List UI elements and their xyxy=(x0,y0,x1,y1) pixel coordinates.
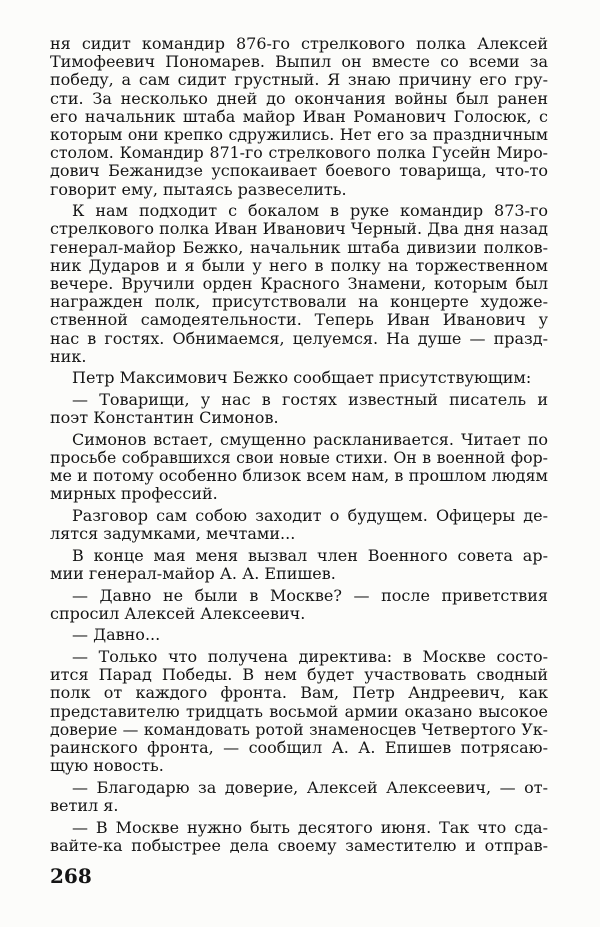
paragraph xyxy=(50,626,548,644)
text-line: Разговор сам собою заходит о будущем. Офицеры де- xyxy=(72,506,548,526)
text-line: Симонов встает, смущенно раскланивается. Читает по xyxy=(72,429,548,449)
text-line: победу, а сам сидит грустный. Я знаю причину его гру- xyxy=(50,70,548,90)
paragraph xyxy=(50,648,548,775)
text-line: генерал-майор Бежко, начальник штаба дивизии полков- xyxy=(50,237,548,257)
text-line: лятся задумками, мечтами... xyxy=(50,524,296,544)
text-line: стрелкового полка Иван Иванович Черный. Два дня назад xyxy=(50,219,548,239)
text-line: щую новость. xyxy=(50,756,164,776)
paragraph xyxy=(50,431,548,504)
text-line: полк от каждого фронта. Вам, Петр Андреевич, как xyxy=(50,683,548,703)
text-line: — Давно... xyxy=(72,625,161,645)
text-line: Тимофеевич Пономарев. Выпил он вместе со всеми за xyxy=(50,52,548,72)
paragraph xyxy=(50,369,548,387)
text-line: — Только что получена директива: в Москве состо- xyxy=(72,647,548,667)
paragraph xyxy=(50,819,548,855)
text-line: сти. За несколько дней до окончания войны был ранен xyxy=(50,88,548,108)
text-line: ветил я. xyxy=(50,796,119,816)
text-line: Петр Максимович Бежко сообщает присутствующим: xyxy=(72,368,532,388)
text-line: говорит ему, пытаясь развеселить. xyxy=(50,179,347,199)
text-line: поэт Константин Симонов. xyxy=(50,408,279,428)
text-line: его начальник штаба майор Иван Романович Голосюк, с xyxy=(50,106,548,126)
text-line: ник Дударов и я были у него в полку на торжественном xyxy=(50,255,548,275)
text-line: которым они крепко сдружились. Нет его за праздничным xyxy=(50,125,548,145)
text-line: В конце мая меня вызвал член Военного совета ар- xyxy=(72,545,548,565)
text-line: спросил Алексей Алексеевич. xyxy=(50,603,306,623)
text-line: вечере. Вручили орден Красного Знамени, которым был xyxy=(50,274,548,294)
text-line: — Давно не были в Москве? — после приветствия xyxy=(72,585,548,605)
paragraph xyxy=(50,779,548,815)
paragraph xyxy=(50,587,548,623)
text-line: ме и потому особенно близок всем нам, в прошлом людям xyxy=(50,466,548,486)
text-line: ник. xyxy=(50,346,87,366)
text-line: К нам подходит с бокалом в руке командир 873-го xyxy=(72,201,548,221)
text-line: просьбе собравшихся свои новые стихи. Он в военной фор- xyxy=(50,448,548,468)
page-number: 268 xyxy=(50,864,92,888)
text-line: раинского фронта, — сообщил А. А. Епишев потрясаю- xyxy=(50,738,548,758)
text-line: мирных профессий. xyxy=(50,484,218,504)
text-line: — В Москве нужно быть десятого июня. Так что сда- xyxy=(72,817,548,837)
text-line: награжден полк, присутствовали на концерте художе- xyxy=(50,292,548,312)
text-line: мии генерал-майор А. А. Епишев. xyxy=(50,564,336,584)
paragraph xyxy=(50,391,548,427)
text-line: ня сидит командир 876-го стрелкового полка Алексей xyxy=(50,34,548,53)
paragraph xyxy=(50,507,548,543)
text-line: вайте-ка побыстрее дела своему заместителю и отправ- xyxy=(50,835,548,855)
text-line: ится Парад Победы. В нем будет участвовать сводный xyxy=(50,665,548,685)
text-line: ственной самодеятельности. Теперь Иван Иванович у xyxy=(50,310,548,330)
text-line: представителю тридцать восьмой армии оказано высокое xyxy=(50,701,548,721)
text-line: — Товарищи, у нас в гостях известный писатель и xyxy=(72,390,548,410)
text-line: — Благодарю за доверие, Алексей Алексеевич, — от- xyxy=(72,777,548,797)
text-line: дович Бежанидзе успокаивает боевого товарища, что-то xyxy=(50,161,548,181)
text-line: столом. Командир 871-го стрелкового полка Гусейн Миро- xyxy=(50,143,548,163)
paragraph xyxy=(50,35,548,199)
text-line: доверие — командовать ротой знаменосцев Четвертого Ук- xyxy=(50,719,548,739)
paragraph xyxy=(50,547,548,583)
page-text xyxy=(50,35,548,855)
paragraph xyxy=(50,202,548,366)
text-line: нас в гостях. Обнимаемся, целуемся. На душе — празд- xyxy=(50,328,548,348)
